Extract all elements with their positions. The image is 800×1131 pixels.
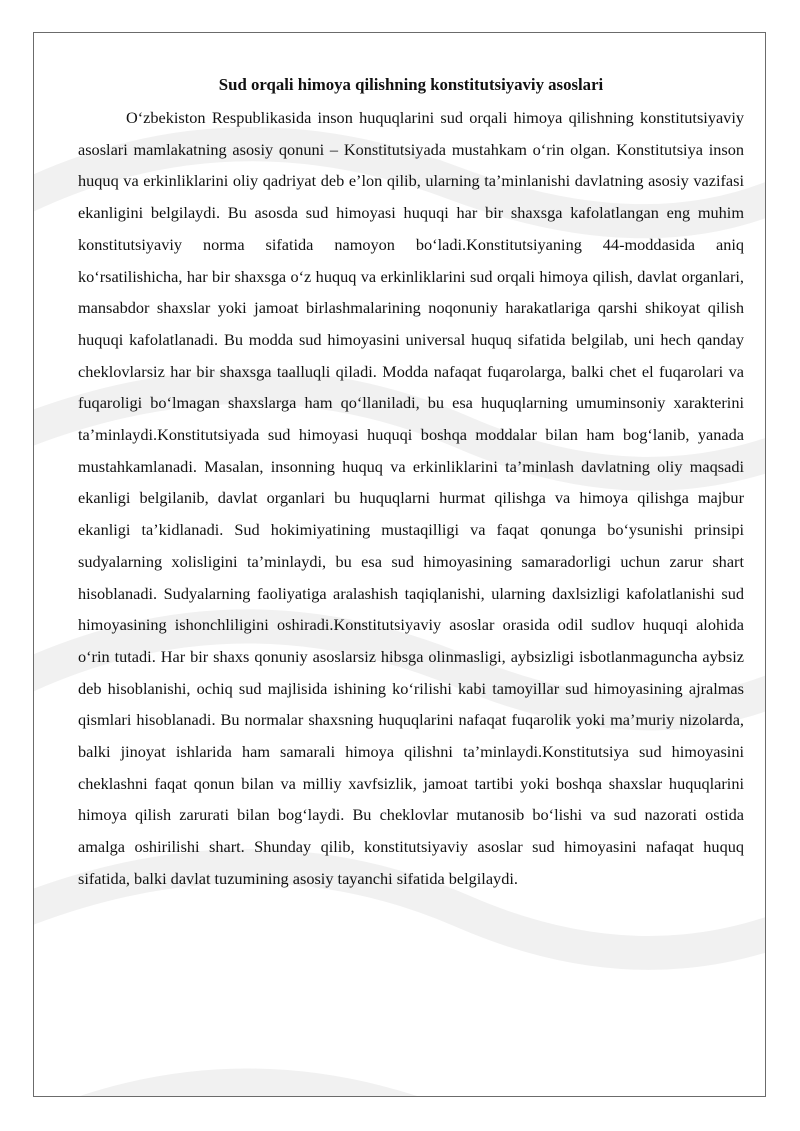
document-page [33, 32, 766, 1097]
document-body-paragraph: O‘zbekiston Respublikasida inson huquqlarini sud orqali himoya qilishning konstitutsiyaviy asoslari mamlakatning asosiy qonuni – Konstitutsiyada mustahkam o‘rin olgan. Konstitutsiya inson huquq va erkinliklarini oliy qadriyat deb e’lon qilib, ularning ta’minlanishi davlatning asosiy vazifasi ekanligini belgilaydi. Bu asosda sud himoyasi huquqi har bir shaxsga kafolatlangan eng muhim konstitutsiyaviy norma sifatida namoyon bo‘ladi.Konstitutsiyaning 44-moddasida aniq ko‘rsatilishicha, har bir shaxsga o‘z huquq va erkinliklarini sud orqali himoya qilish, davlat organlari, mansabdor shaxslar yoki jamoat birlashmalarining noqonuniy harakatlariga qarshi shikoyat qilish huquqi kafolatlanadi. Bu modda sud himoyasini universal huquq sifatida belgilab, uni hech qanday cheklovlarsiz har bir shaxsga taalluqli qiladi. Modda nafaqat fuqarolarga, balki chet el fuqarolari va fuqaroligi bo‘lmagan shaxslarga ham qo‘llaniladi, bu esa huquqlarning umuminsoniy xarakterini ta’minlaydi.Konstitutsiyada sud himoyasi huquqi boshqa moddalar bilan ham bog‘lanib, yanada mustahkamlanadi. Masalan, insonning huquq va erkinliklarini ta’minlash davlatning oliy maqsadi ekanligi belgilanib, davlat organlari bu huquqlarni hurmat qilishga va himoya qilishga majbur ekanligi ta’kidlanadi. Sud hokimiyatining mustaqilligi va faqat qonunga bo‘ysunishi prinsipi sudyalarning xolisligini ta’minlaydi, bu esa sud himoyasining samaradorligi uchun zarur shart hisoblanadi. Sudyalarning faoliyatiga aralashish taqiqlanishi, ularning daxlsizligi kafolatlanishi sud himoyasining ishonchliligini oshiradi.Konstitutsiyaviy asoslar orasida odil sudlov huquqi alohida o‘rin tutadi. Har bir shaxs qonuniy asoslarsiz hibsga olinmasligi, aybsizligi isbotlanmaguncha aybsiz deb hisoblanishi, ochiq sud majlisida ishining ko‘rilishi kabi tamoyillar sud himoyasining ajralmas qismlari hisoblanadi. Bu normalar shaxsning huquqlarini nafaqat fuqarolik yoki ma’muriy nizolarda, balki jinoyat ishlarida ham samarali himoya qilishni ta’minlaydi.Konstitutsiya sud himoyasini cheklashni faqat qonun bilan va milliy xavfsizlik, jamoat tartibi yoki boshqa shaxslar huquqlarini himoya qilish zarurati bilan bog‘laydi. Bu cheklovlar mutanosib bo‘lishi va sud nazorati ostida amalga oshirilishi shart. Shunday qilib, konstitutsiyaviy asoslar sud himoyasini nafaqat huquq sifatida, balki davlat tuzumining asosiy tayanchi sifatida belgilaydi. [78, 108, 744, 888]
document-content [78, 73, 744, 895]
document-title: Sud orqali himoya qilishning konstitutsiyaviy asoslari [218, 75, 604, 94]
